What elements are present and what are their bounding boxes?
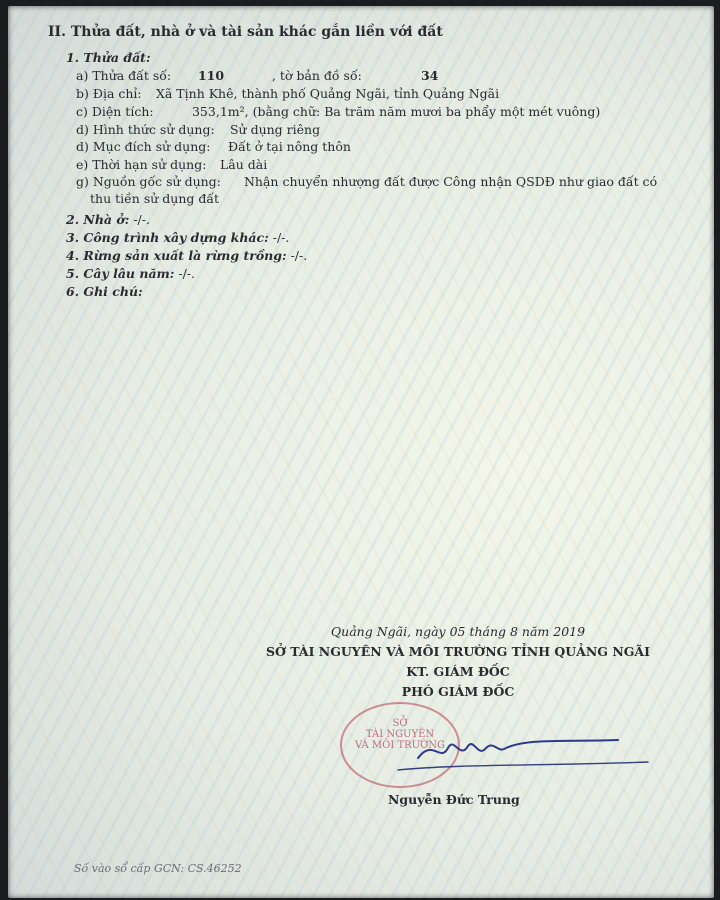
- trees-row: [66, 266, 195, 281]
- origin-label: g) Nguồn gốc sử dụng:: [76, 174, 221, 189]
- parcel-number-label: a) Thửa đất số:: [76, 68, 172, 83]
- certificate-page: [8, 6, 714, 898]
- land-parcel-row: [76, 68, 438, 83]
- trees-label: 5. Cây lâu năm:: [66, 266, 175, 281]
- usage-form-value: Sử dụng riêng: [229, 122, 321, 137]
- construction-row: [66, 230, 289, 245]
- land-area-row: [76, 104, 600, 119]
- registry-number: Số vào sổ cấp GCN: CS.46252: [74, 862, 242, 875]
- construction-label: 3. Công trình xây dựng khác:: [66, 230, 269, 245]
- on-behalf-line: KT. GIÁM ĐỐC: [406, 664, 510, 679]
- usage-purpose-row: [76, 139, 351, 154]
- parcel-number-value: 110: [197, 68, 225, 83]
- usage-purpose-label: d) Mục đích sử dụng:: [76, 139, 211, 154]
- usage-term-row: [76, 157, 267, 172]
- notes-label: 6. Ghi chú:: [66, 284, 143, 299]
- house-label: 2. Nhà ở:: [66, 212, 130, 227]
- forest-value: -/-.: [290, 248, 308, 263]
- usage-form-label: d) Hình thức sử dụng:: [76, 122, 215, 137]
- construction-value: -/-.: [272, 230, 290, 245]
- seal-line-3: VÀ MÔI TRƯỜNG: [354, 740, 446, 751]
- origin-value-2: thu tiền sử dụng đất: [90, 191, 220, 206]
- forest-row: [66, 248, 307, 263]
- handwritten-signature: [378, 718, 658, 788]
- origin-value-1: Nhận chuyển nhượng đất được Công nhận QSDĐ như giao đất có: [243, 174, 658, 189]
- map-sheet-value: 34: [420, 68, 439, 83]
- seal-line-1: SỞ: [392, 718, 408, 729]
- address-label: b) Địa chỉ:: [76, 86, 142, 101]
- house-row: [66, 212, 150, 227]
- map-sheet-label: , tờ bản đồ số:: [271, 68, 362, 83]
- house-value: -/-.: [133, 212, 150, 227]
- trees-value: -/-.: [178, 266, 196, 281]
- usage-purpose-value: Đất ở tại nông thôn: [227, 139, 351, 154]
- land-address-row: [76, 86, 499, 101]
- section-title: II. Thửa đất, nhà ở và tài sản khác gắn liền với đất: [48, 24, 443, 40]
- usage-term-label: e) Thời hạn sử dụng:: [76, 157, 207, 172]
- area-value: 353,1m², (bằng chữ: Ba trăm năm mươi ba phẩy một mét vuông): [191, 104, 601, 119]
- land-heading: 1. Thửa đất:: [66, 50, 151, 65]
- usage-term-value: Lâu dài: [219, 157, 268, 172]
- usage-form-row: [76, 122, 320, 137]
- forest-label: 4. Rừng sản xuất là rừng trồng:: [66, 248, 287, 263]
- address-value: Xã Tịnh Khê, thành phố Quảng Ngãi, tỉnh Quảng Ngãi: [155, 86, 500, 101]
- signer-name: Nguyễn Đức Trung: [388, 792, 520, 807]
- issuing-agency: SỞ TÀI NGUYÊN VÀ MÔI TRƯỜNG TỈNH QUẢNG NGÃI: [266, 644, 650, 659]
- area-label: c) Diện tích:: [76, 104, 154, 119]
- seal-line-2: TÀI NGUYÊN: [365, 729, 435, 740]
- signer-position: PHÓ GIÁM ĐỐC: [401, 684, 515, 699]
- signature-date: Quảng Ngãi, ngày 05 tháng 8 năm 2019: [330, 624, 586, 639]
- origin-row: [76, 174, 657, 189]
